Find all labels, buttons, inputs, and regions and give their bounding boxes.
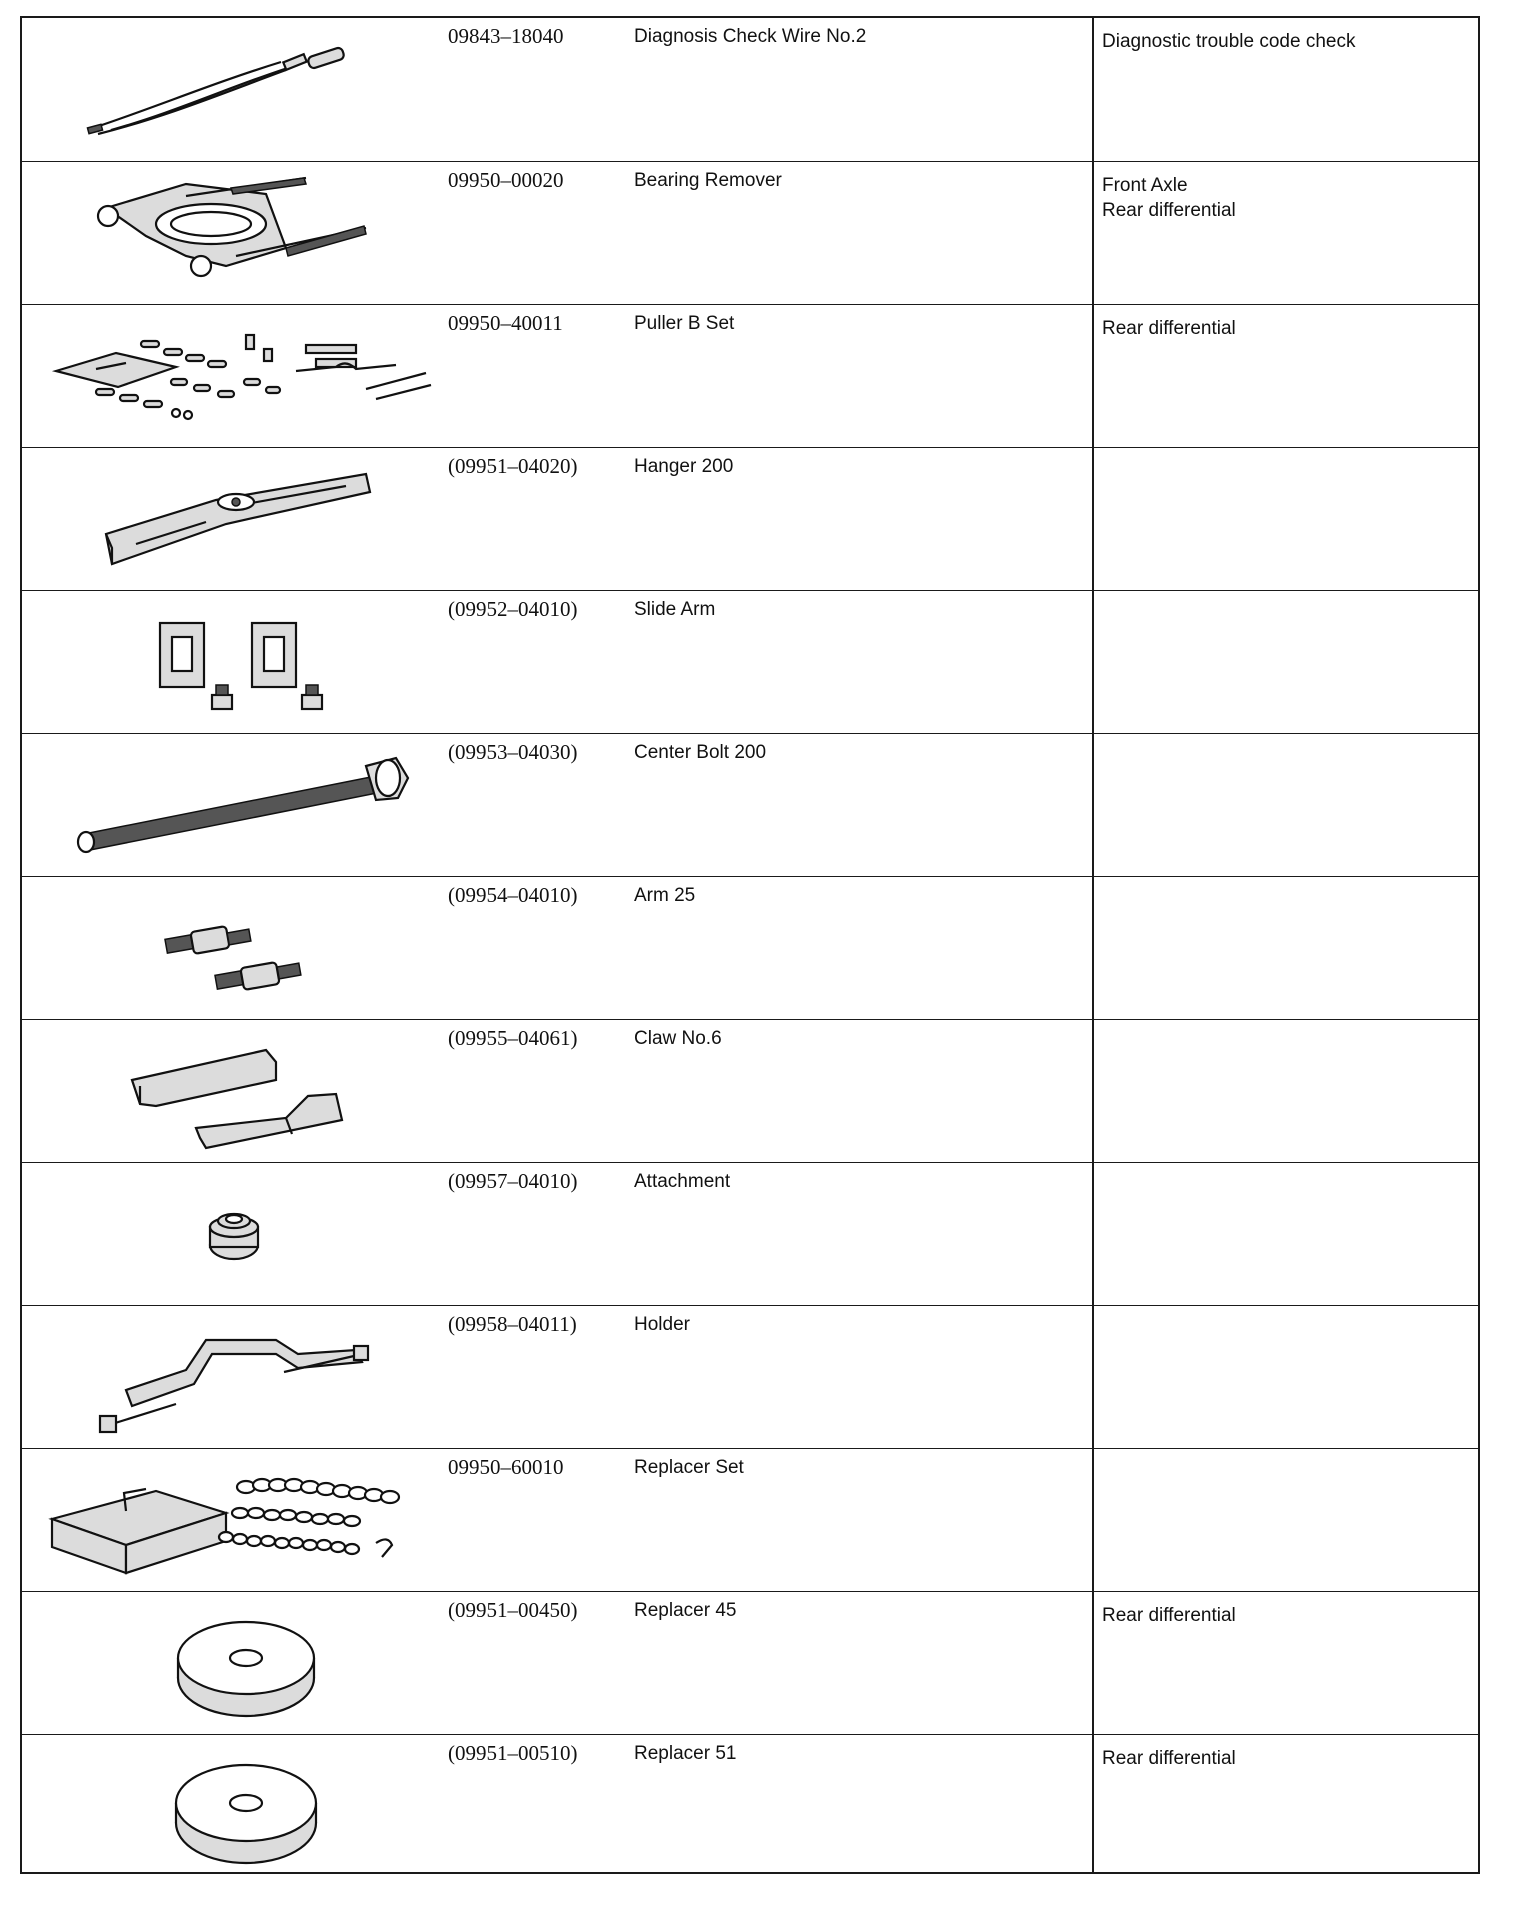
table-row [22, 876, 1478, 1019]
table-row [22, 590, 1478, 733]
special-tools-table [20, 16, 1480, 1874]
table-row [22, 733, 1478, 876]
part-number: (09958–04011) [448, 1312, 577, 1336]
part-number: (09951–04020) [448, 454, 578, 478]
replacer-disc-icon [36, 1739, 436, 1873]
tool-name: Slide Arm [634, 599, 716, 620]
tool-name: Diagnosis Check Wire No.2 [634, 26, 867, 47]
table-row [22, 304, 1478, 447]
part-number: (09953–04030) [448, 740, 578, 764]
table-row [22, 1019, 1478, 1162]
tool-usage [1102, 313, 1236, 344]
table-row [22, 161, 1478, 304]
usage-line: Rear differential [1102, 1605, 1236, 1626]
usage-line: Rear differential [1102, 1748, 1236, 1769]
bearing-remover-icon [36, 166, 436, 300]
part-number: (09954–04010) [448, 883, 578, 907]
table-row [22, 1448, 1478, 1591]
check-wire-icon [36, 22, 436, 156]
usage-line: Front Axle [1102, 175, 1188, 196]
part-number: 09950–40011 [448, 311, 563, 335]
usage-line: Diagnostic trouble code check [1102, 31, 1356, 52]
tool-usage [1102, 170, 1236, 226]
table-row [22, 1305, 1478, 1448]
tool-name: Claw No.6 [634, 1028, 722, 1049]
attachment-icon [36, 1167, 436, 1301]
part-number: (09955–04061) [448, 1026, 578, 1050]
part-number: (09952–04010) [448, 597, 578, 621]
tool-name: Hanger 200 [634, 456, 734, 477]
claw-icon [36, 1024, 436, 1158]
part-number: 09950–60010 [448, 1455, 564, 1479]
tool-usage [1102, 1600, 1236, 1631]
usage-line: Rear differential [1102, 200, 1236, 221]
table-row [22, 447, 1478, 590]
tool-usage [1102, 26, 1355, 57]
tool-name: Arm 25 [634, 885, 696, 906]
tool-name: Replacer 51 [634, 1743, 737, 1764]
tool-name: Replacer 45 [634, 1600, 737, 1621]
tool-name: Center Bolt 200 [634, 742, 767, 763]
part-number: 09950–00020 [448, 168, 564, 192]
table-row [22, 1734, 1478, 1877]
table-row [22, 1162, 1478, 1305]
tool-name: Bearing Remover [634, 170, 782, 191]
replacer-set-icon [36, 1453, 436, 1587]
slide-arm-icon [36, 595, 436, 729]
part-number: 09843–18040 [448, 24, 564, 48]
tool-name: Holder [634, 1314, 690, 1335]
table-row [22, 1591, 1478, 1734]
part-number: (09957–04010) [448, 1169, 578, 1193]
puller-set-icon [36, 309, 436, 443]
usage-line: Rear differential [1102, 318, 1236, 339]
part-number: (09951–00510) [448, 1741, 578, 1765]
arm-icon [36, 881, 436, 1015]
tool-name: Attachment [634, 1171, 731, 1192]
tool-name: Puller B Set [634, 313, 735, 334]
tool-name: Replacer Set [634, 1457, 744, 1478]
table-row [22, 18, 1478, 161]
part-number: (09951–00450) [448, 1598, 578, 1622]
tool-usage [1102, 1743, 1236, 1774]
replacer-disc-icon [36, 1596, 436, 1730]
hanger-icon [36, 452, 436, 586]
center-bolt-icon [36, 738, 436, 872]
holder-icon [36, 1310, 436, 1444]
